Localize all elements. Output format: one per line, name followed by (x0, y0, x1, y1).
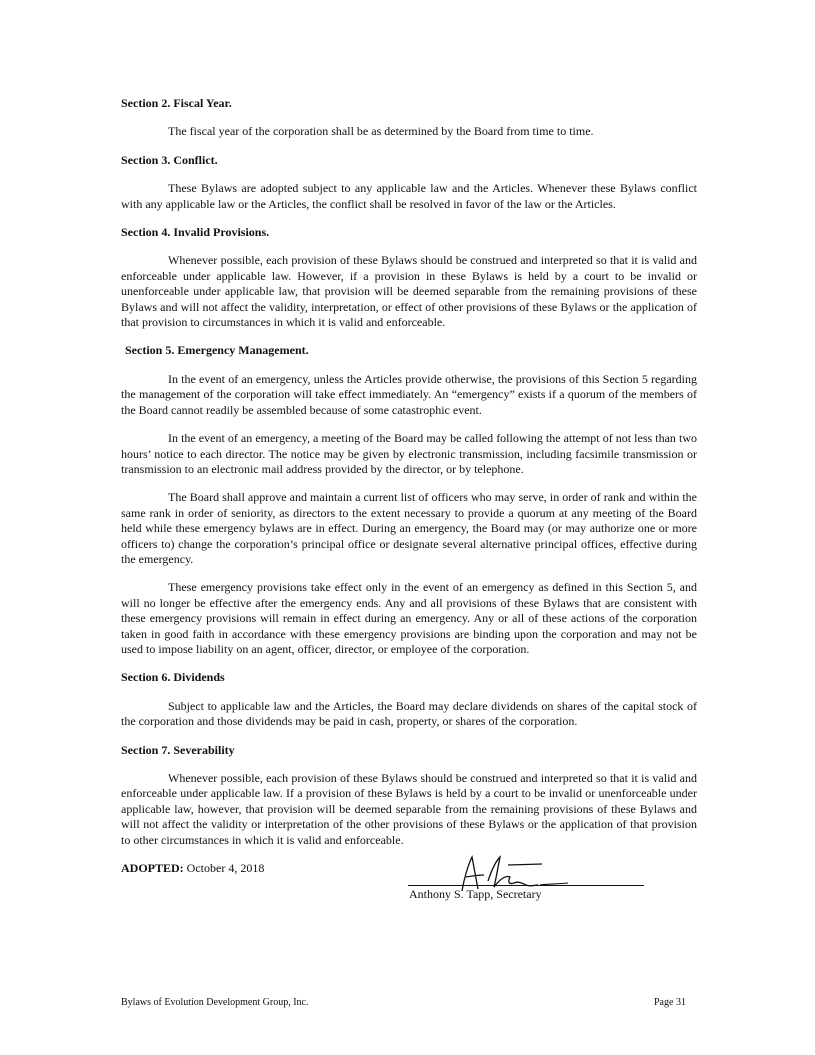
section-6-heading: Section 6. Dividends (121, 670, 225, 685)
section-3-paragraph: These Bylaws are adopted subject to any applicable law and the Articles. Whenever these Bylaws conflict with any applicable law or the Articles, the conflict shall be resolved in favor of the law or the Articles. (121, 181, 697, 211)
signature-block (408, 851, 648, 911)
footer-page-number: Page 31 (654, 997, 686, 1008)
section-7-paragraph: Whenever possible, each provision of these Bylaws should be construed and interpreted so that it is valid and enforceable under applicable law. If a provision of these Bylaws is held by a court to be invalid or unenforceable under applicable law, however, that provision will be deemed separable from the remaining provisions of these Bylaws and will not affect the validity or interpretation of the other provisions of these Bylaws or the application of that provision to other circumstances in which it is valid and enforceable. (121, 771, 697, 847)
signer-name: Anthony S. Tapp, Secretary (409, 887, 542, 902)
section-5-paragraph-1: In the event of an emergency, unless the Articles provide otherwise, the provisions of this Section 5 regarding the management of the corporation will take effect immediately. An “emergency” exists if a quorum of the members of the Board cannot readily be assembled because of some catastrophic event. (121, 371, 697, 417)
section-5-paragraph-2: In the event of an emergency, a meeting of the Board may be called following the attempt of not less than two hours’ notice to each director. The notice may be given by electronic transmission, including facsimile transmission or transmission to an electronic mail address provided by the director, or by telephone. (121, 431, 697, 476)
section-4-paragraph: Whenever possible, each provision of these Bylaws should be construed and interpreted so that it is valid and enforceable under applicable law. However, if a provision in these Bylaws is held by a court to be invalid or unenforceable under applicable law, that provision will be deemed separable from the remaining provisions of these Bylaws and will not affect the validity, interpretation, or effect of other provisions of these Bylaws or the application of that provision to circumstances in which it is valid and enforceable. (121, 253, 697, 330)
section-7-heading: Section 7. Severability (121, 742, 235, 757)
section-5-heading: Section 5. Emergency Management. (125, 343, 309, 358)
signature-line (408, 885, 644, 886)
section-5-paragraph-4: These emergency provisions take effect only in the event of an emergency as defined in this Section 5, and will no longer be effective after the emergency ends. Any and all provisions of these Bylaws that are consistent with these emergency provisions will remain in effect during an emergency. Any or all of these actions of the corporation taken in good faith in accordance with these emergency provisions are binding upon the corporation and may not be used to impose liability on an agent, officer, director, or employee of the corporation. (121, 580, 697, 656)
section-4-heading: Section 4. Invalid Provisions. (121, 225, 270, 240)
adoption-block (121, 861, 697, 911)
footer-document-title: Bylaws of Evolution Development Group, Inc. (121, 997, 309, 1008)
adopted-label: ADOPTED: (121, 861, 184, 876)
adopted-line (121, 861, 264, 876)
section-6-paragraph: Subject to applicable law and the Articles, the Board may declare dividends on shares of the capital stock of the corporation and those dividends may be paid in cash, property, or shares of the corporation. (121, 698, 697, 729)
section-2-heading: Section 2. Fiscal Year. (121, 96, 232, 110)
adopted-date: October 4, 2018 (186, 861, 265, 876)
section-3-heading: Section 3. Conflict. (121, 152, 218, 167)
section-5-paragraph-3: The Board shall approve and maintain a current list of officers who may serve, in order of rank and within the same rank in order of seniority, as directors to the extent necessary to provide a quorum at any meeting of the Board held while these emergency bylaws are in effect. During an emergency, the Board may (or may authorize one or more officers to) change the corporation’s principal office or designate several alternative principal offices, effective during the emergency. (121, 490, 697, 566)
section-2-paragraph: The fiscal year of the corporation shall be as determined by the Board from time to time. (168, 124, 594, 139)
document-body (121, 96, 697, 911)
